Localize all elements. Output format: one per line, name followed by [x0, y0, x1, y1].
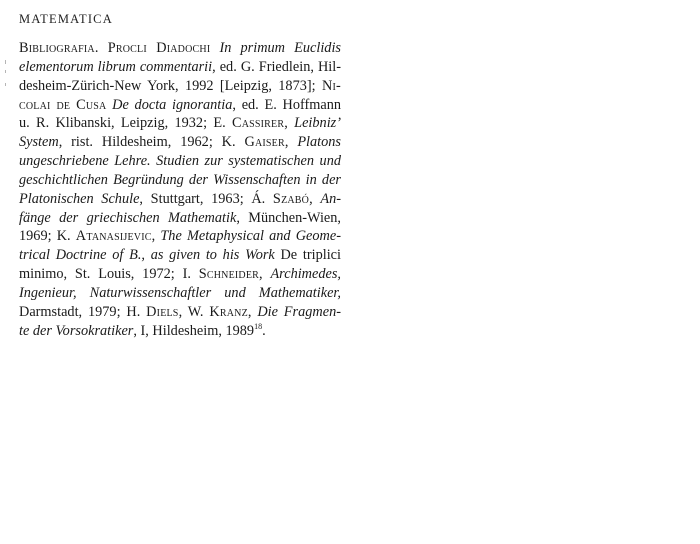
text-segment: System: [19, 134, 59, 151]
text-line: [19, 284, 341, 303]
text-segment: In primum Euclidis: [219, 40, 341, 56]
text-line: [19, 152, 341, 171]
text-segment: Kranz: [209, 303, 248, 320]
text-segment: An-: [320, 190, 341, 207]
text-segment: Gaiser: [244, 134, 285, 151]
text-segment: u. R. Klibanski, Leipzig, 1932; E.: [19, 115, 232, 132]
text-line: [19, 133, 341, 152]
text-segment: Ingenieur, Naturwissenschaftler und Mathematiker,: [19, 284, 341, 301]
text-segment: Diels: [146, 303, 179, 320]
text-segment: colai de Cusa: [19, 96, 107, 113]
text-segment: , rist. Hildesheim, 1962; K.: [58, 134, 245, 151]
text-segment: Platonischen Schule: [19, 190, 140, 207]
text-line: [19, 96, 341, 115]
running-header: MATEMATICA: [19, 12, 113, 26]
text-segment: [99, 40, 108, 56]
text-line: [19, 190, 341, 209]
text-line: [19, 322, 341, 341]
text-segment: , Stuttgart, 1963; Á.: [139, 190, 273, 207]
text-segment: Die Fragmen-: [257, 303, 341, 320]
text-segment: Procli Diadochi: [107, 40, 211, 56]
text-segment: The Metaphysical and Geome-: [160, 228, 341, 245]
text-segment: ,: [309, 190, 321, 207]
text-segment: Schneider: [198, 266, 260, 283]
text-segment: Archimedes,: [270, 266, 341, 283]
footnote-marker: 18: [254, 321, 263, 331]
text-segment: Bibliografia.: [19, 40, 99, 56]
bibliography-paragraph: [19, 39, 341, 341]
text-segment: 1969; K.: [19, 228, 76, 245]
text-segment: De triplici: [274, 247, 341, 264]
text-segment: , W.: [178, 303, 210, 320]
text-line: [19, 58, 341, 77]
text-line: [19, 246, 341, 265]
margin-speck: [5, 60, 6, 64]
text-segment: , ed. E. Hoffmann: [232, 96, 341, 113]
text-segment: ,: [284, 115, 295, 132]
text-segment: Leibniz’: [294, 115, 341, 132]
text-line: [19, 303, 341, 322]
text-segment: minimo, St. Louis, 1972; I.: [19, 266, 199, 283]
text-segment: ,: [259, 266, 271, 283]
text-segment: ungeschriebene Lehre. Studien zur systematischen und: [19, 153, 341, 170]
text-segment: , I, Hildesheim, 1989: [133, 322, 255, 339]
text-segment: , ed. G. Friedlein, Hil-: [212, 58, 342, 75]
text-line: [19, 39, 341, 58]
text-segment: Cassirer: [231, 115, 285, 132]
text-line: [19, 171, 341, 190]
text-segment: ,: [151, 228, 161, 245]
text-segment: Szabó: [272, 190, 310, 207]
text-segment: Platons: [297, 134, 341, 151]
text-line: [19, 209, 341, 228]
text-segment: ,: [247, 303, 258, 320]
text-segment: te der Vorsokratiker: [19, 322, 134, 339]
text-segment: desheim-Zürich-New York, 1992 [Leipzig, 1873];: [19, 77, 322, 94]
text-segment: .: [262, 322, 266, 339]
text-line: [19, 227, 341, 246]
text-segment: Ni-: [321, 77, 341, 94]
text-segment: fänge der griechischen Mathematik: [19, 209, 237, 226]
text-segment: Darmstadt, 1979; H.: [19, 303, 147, 320]
text-segment: De docta ignorantia: [112, 96, 233, 113]
text-segment: ,: [284, 134, 298, 151]
text-segment: elementorum librum commentarii: [19, 58, 213, 75]
text-segment: , München-Wien,: [236, 209, 341, 226]
text-line: [19, 114, 341, 133]
text-segment: trical Doctrine of B., as given to his Work: [19, 247, 275, 264]
margin-speck: [5, 70, 6, 73]
text-line: [19, 77, 341, 96]
text-segment: Atanasijevic: [75, 228, 152, 245]
margin-speck: [5, 83, 6, 86]
text-line: [19, 265, 341, 284]
text-segment: geschichtlichen Begründung der Wissenschaften in der: [19, 171, 341, 188]
